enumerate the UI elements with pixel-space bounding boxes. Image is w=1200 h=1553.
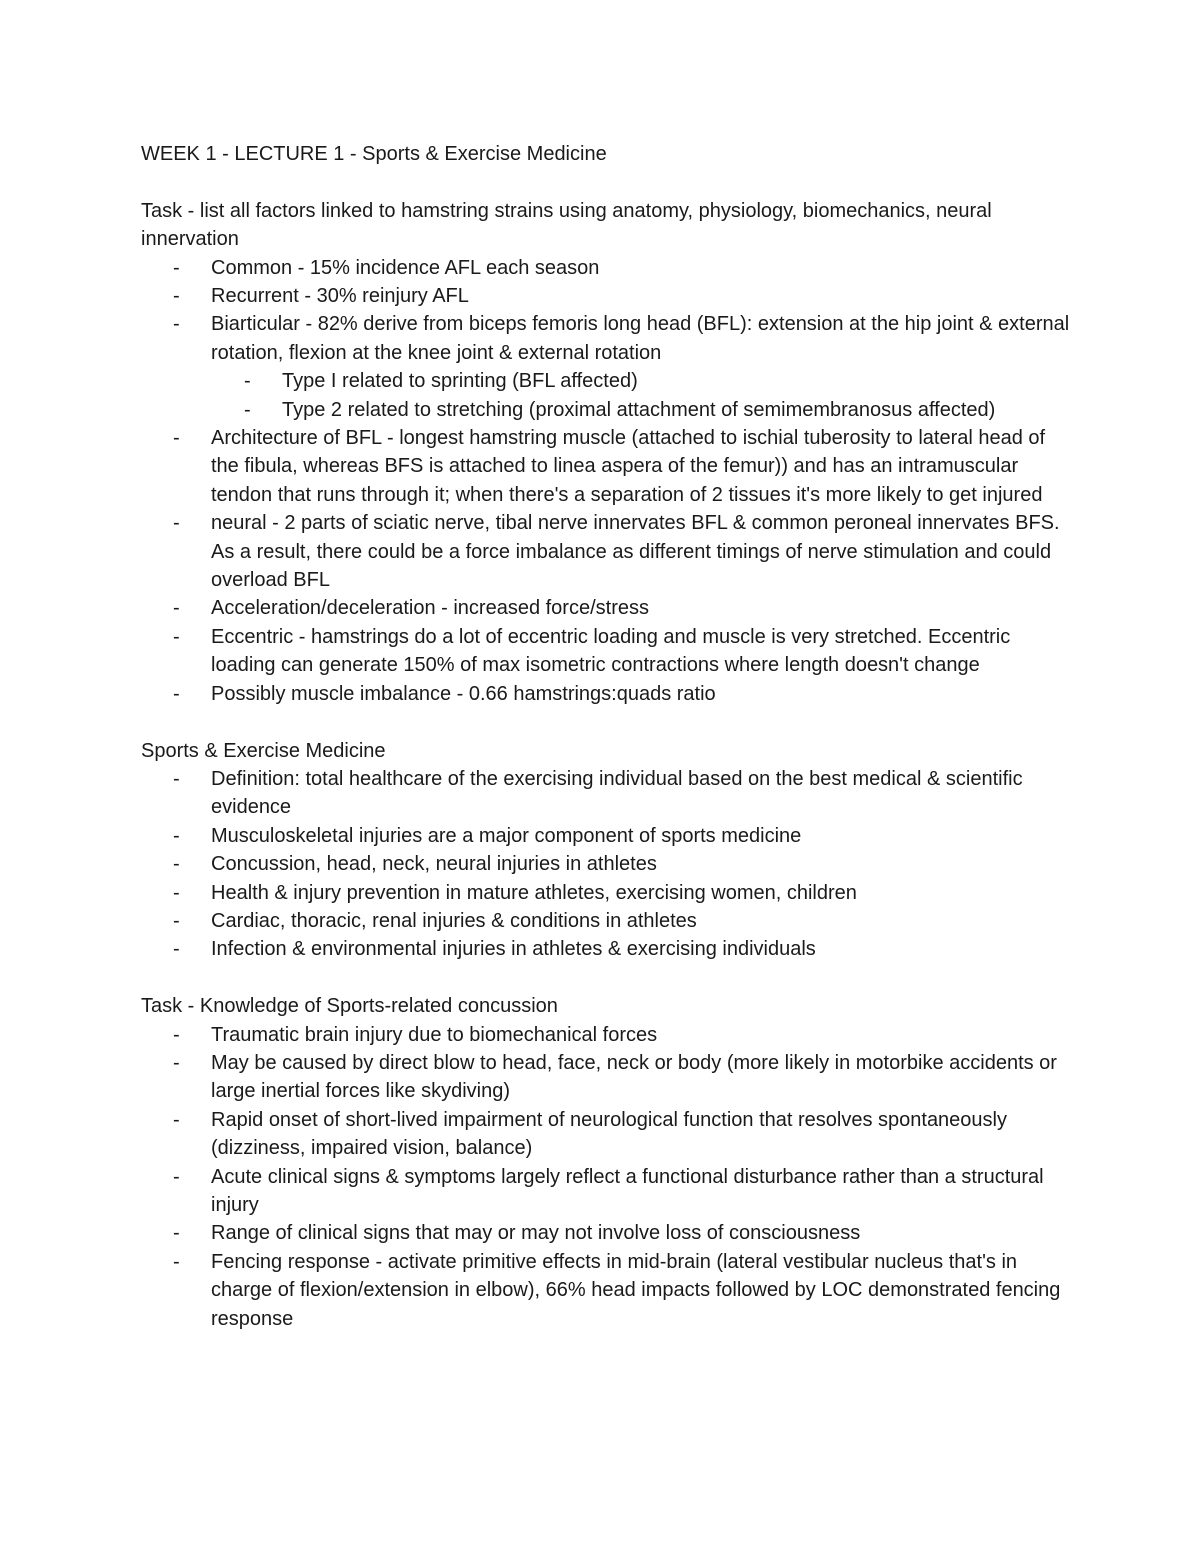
bullet-dash: - [173,1165,180,1188]
list-item [141,282,1071,310]
document-title: WEEK 1 - LECTURE 1 - Sports & Exercise Medicine [141,143,607,165]
list-item [141,1021,1071,1049]
bullet-dash: - [244,398,251,421]
list-item [141,623,1071,680]
list-item [141,879,1071,907]
list-item [141,310,1071,424]
bullet-dash: - [173,881,180,904]
bullet-list [141,765,1071,964]
bullet-dash: - [173,512,180,535]
section-heading: Task - list all factors linked to hamstring strains using anatomy, physiology, biomechanics, neural innervation [141,199,992,251]
sections-container [141,168,1071,1333]
bullet-dash: - [244,370,251,393]
section-heading: Task - Knowledge of Sports-related concussion [141,995,558,1018]
bullet-dash: - [173,1250,180,1273]
list-item-text: Recurrent - 30% reinjury AFL [211,285,469,308]
sub-bullet-list [211,367,1071,424]
bullet-dash: - [173,597,180,620]
list-item [141,594,1071,622]
list-item [141,935,1071,963]
list-item-text: Cardiac, thoracic, renal injuries & conditions in athletes [211,909,697,932]
sub-list-item [141,367,1071,395]
list-item-text: Concussion, head, neck, neural injuries in athletes [211,853,657,876]
list-item-text: Health & injury prevention in mature athletes, exercising women, children [211,881,857,904]
list-item-text: Range of clinical signs that may or may not involve loss of consciousness [211,1222,861,1245]
list-item [141,1106,1071,1163]
list-item-text: May be caused by direct blow to head, face, neck or body (more likely in motorbike accidents or large inertial forces like skydiving) [211,1051,1057,1103]
bullet-dash: - [173,909,180,932]
section-spacer [141,964,1071,992]
bullet-list [141,254,1071,709]
list-item [141,1248,1071,1333]
list-item [141,1049,1071,1106]
list-item-text: Definition: total healthcare of the exercising individual based on the best medical & scientific evidence [211,767,1023,819]
list-item-text: Rapid onset of short-lived impairment of neurological function that resolves spontaneously (dizziness, impaired vision, balance) [211,1108,1007,1160]
list-item [141,1163,1071,1220]
document-page [141,140,1071,1333]
bullet-dash: - [173,682,180,705]
sub-list-item [141,396,1071,424]
list-item [141,822,1071,850]
list-item-text: Architecture of BFL - longest hamstring muscle (attached to ischial tuberosity to lateral head of the fibula, whereas BFS is attached to linea aspera of the femur)) and has an intramuscular tendon that runs through it; when there's a separation of 2 tissues it's more likely to get injured [211,427,1046,506]
sub-list-item-text: Type 2 related to stretching (proximal attachment of semimembranosus affected) [282,398,996,421]
list-item [141,424,1071,509]
list-item [141,509,1071,594]
list-item [141,850,1071,878]
list-item-text: Acceleration/deceleration - increased force/stress [211,597,649,620]
bullet-dash: - [173,1108,180,1131]
bullet-dash: - [173,313,180,336]
list-item-text: Traumatic brain injury due to biomechanical forces [211,1023,658,1046]
list-item [141,680,1071,708]
section-spacer [141,168,1071,196]
section-spacer [141,708,1071,736]
list-item-text: Infection & environmental injuries in athletes & exercising individuals [211,938,816,961]
list-item-text: Musculoskeletal injuries are a major component of sports medicine [211,824,802,847]
bullet-dash: - [173,625,180,648]
bullet-dash: - [173,285,180,308]
list-item [141,907,1071,935]
bullet-dash: - [173,256,180,279]
bullet-dash: - [173,1023,180,1046]
bullet-dash: - [173,938,180,961]
list-item-text: Acute clinical signs & symptoms largely reflect a functional disturbance rather than a structural injury [211,1165,1044,1216]
list-item-text: Biarticular - 82% derive from biceps femoris long head (BFL): extension at the hip joint & external rotation, flexion at the knee joint & external rotation [211,313,1070,364]
bullet-dash: - [173,427,180,450]
bullet-dash: - [173,1051,180,1074]
list-item-text: neural - 2 parts of sciatic nerve, tibal nerve innervates BFL & common peroneal innervates BFS. As a result, there could be a force imbalance as different timings of nerve stimulation and could overload BFL [211,512,1060,592]
sub-list-item-text: Type I related to sprinting (BFL affected) [282,370,638,393]
list-item [141,1219,1071,1247]
bullet-dash: - [173,767,180,790]
list-item [141,765,1071,822]
section-heading: Sports & Exercise Medicine [141,739,386,762]
list-item-text: Possibly muscle imbalance - 0.66 hamstrings:quads ratio [211,682,716,705]
list-item-text: Eccentric - hamstrings do a lot of eccentric loading and muscle is very stretched. Eccentric loading can generate 150% of max isometric contractions where length doesn't change [211,625,1011,677]
bullet-list [141,1021,1071,1333]
bullet-dash: - [173,824,180,847]
list-item [141,254,1071,282]
bullet-dash: - [173,1222,180,1245]
list-item-text: Common - 15% incidence AFL each season [211,256,600,279]
bullet-dash: - [173,853,180,876]
list-item-text: Fencing response - activate primitive effects in mid-brain (lateral vestibular nucleus that's in charge of flexion/extension in elbow), 66% head impacts followed by LOC demonstrated fencing response [211,1250,1061,1330]
